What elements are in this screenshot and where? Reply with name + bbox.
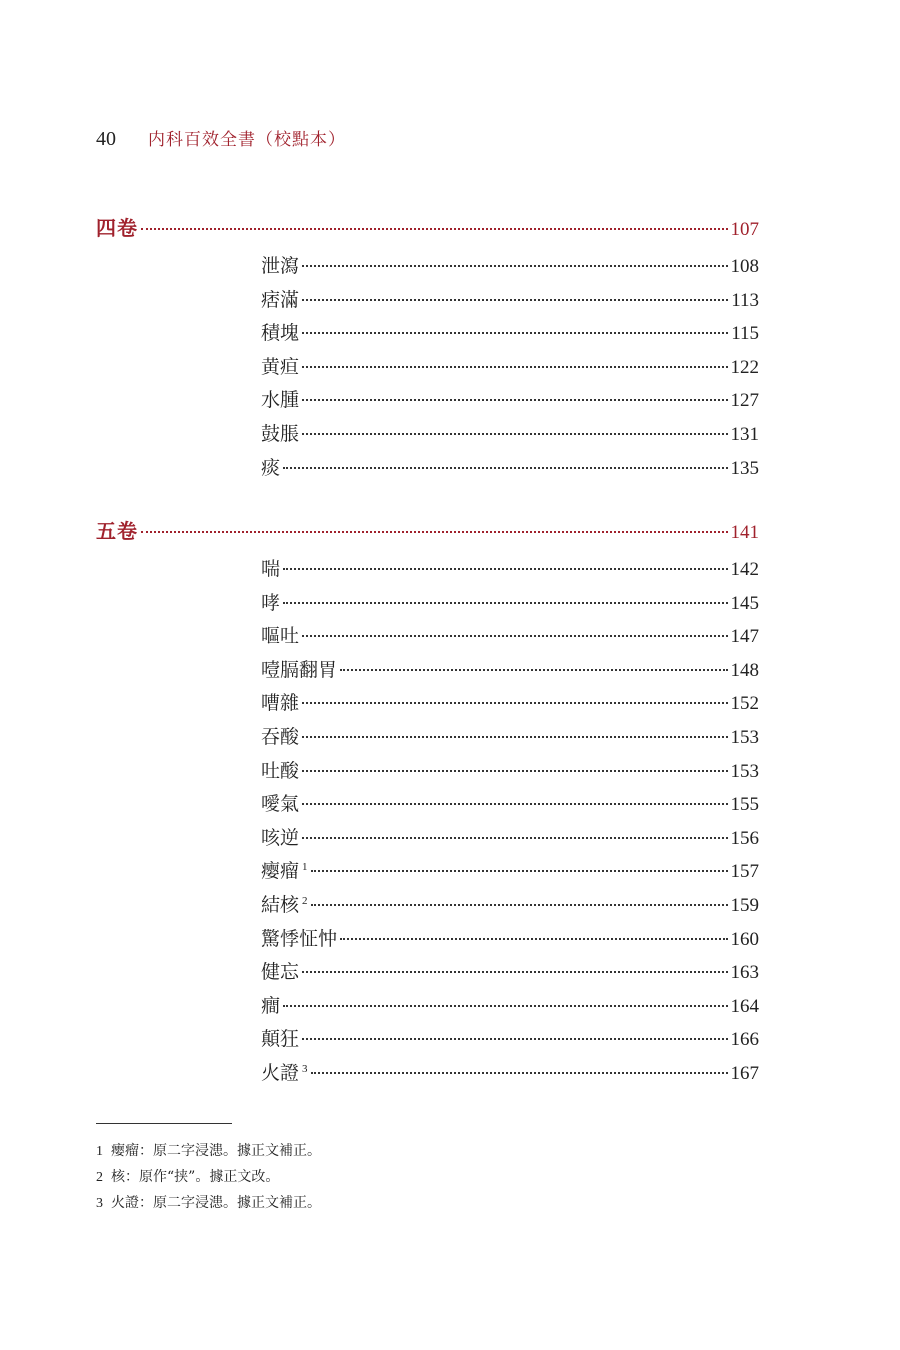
entry-label: 顛狂: [261, 1028, 300, 1051]
dot-leader: [311, 870, 728, 872]
entry-page: 163: [730, 962, 759, 984]
dot-leader: [302, 399, 727, 401]
section-heading-4[interactable]: [96, 212, 759, 238]
section-title: 五卷: [96, 519, 138, 543]
toc-entry[interactable]: [261, 756, 759, 790]
dot-leader: [302, 702, 727, 704]
toc-entry[interactable]: [261, 991, 759, 1025]
toc-entry[interactable]: [261, 789, 759, 823]
entry-label: 吐酸: [261, 759, 300, 782]
entry-page: 167: [730, 1062, 759, 1084]
toc-list-section-4: [261, 251, 759, 486]
dot-leader: [302, 1038, 727, 1040]
entry-page: 153: [730, 726, 759, 748]
toc-entry[interactable]: [261, 655, 759, 689]
entry-label: 噯氣: [261, 793, 300, 816]
dot-leader: [141, 228, 728, 230]
toc-entry[interactable]: [261, 1058, 759, 1092]
toc-entry[interactable]: [261, 957, 759, 991]
toc-entry[interactable]: [261, 352, 759, 386]
toc-entry[interactable]: [261, 924, 759, 958]
toc-entry[interactable]: [261, 890, 759, 924]
toc-list-section-5: [261, 554, 759, 1092]
entry-label: 嘈雜: [261, 692, 300, 715]
entry-label: 健忘: [261, 961, 300, 984]
entry-label: 嘔吐: [261, 625, 300, 648]
footnote-marker[interactable]: 1: [302, 861, 308, 874]
footnote-marker[interactable]: 2: [302, 894, 308, 907]
entry-label: 喘: [261, 558, 281, 580]
entry-page: 108: [730, 256, 759, 277]
dot-leader: [302, 433, 727, 435]
section-page: 107: [730, 219, 759, 240]
dot-leader: [302, 332, 728, 334]
dot-leader: [340, 669, 727, 671]
entry-page: 157: [730, 861, 759, 883]
book-title: 内科百效全書（校點本）: [148, 130, 347, 150]
entry-label: 癎: [261, 994, 281, 1017]
entry-page: 156: [730, 827, 759, 849]
footnote-text: 瘿瘤：原二字浸漶。據正文補正。: [111, 1143, 321, 1159]
dot-leader: [283, 602, 727, 604]
dot-leader: [302, 971, 727, 973]
entry-label: 驚悸怔忡: [261, 927, 338, 950]
dot-leader: [302, 299, 728, 301]
entry-label: 吞酸: [261, 725, 300, 748]
entry-label: 積塊: [261, 322, 300, 345]
entry-page: 115: [731, 323, 759, 345]
toc-entry[interactable]: [261, 554, 759, 588]
running-header: [96, 127, 346, 152]
toc-entry[interactable]: [261, 856, 759, 890]
page-number: 40: [96, 128, 116, 150]
footnote-marker[interactable]: 3: [302, 1062, 308, 1075]
entry-page: 147: [730, 626, 759, 648]
entry-page: 142: [730, 559, 759, 580]
entry-page: 152: [730, 693, 759, 715]
toc-entry[interactable]: [261, 453, 759, 487]
footnote-number: 1: [96, 1144, 103, 1159]
entry-label-with-note: [261, 890, 308, 917]
toc-entry[interactable]: [261, 385, 759, 419]
entry-label: 泄瀉: [261, 255, 300, 277]
entry-label: 痰: [261, 456, 281, 479]
entry-label-text: 火證: [261, 1061, 300, 1084]
dot-leader: [302, 837, 727, 839]
entry-label-text: 瘿瘤: [261, 860, 300, 883]
toc-entry[interactable]: [261, 688, 759, 722]
footnote-number: 3: [96, 1196, 103, 1211]
dot-leader: [302, 366, 727, 368]
entry-page: 155: [730, 794, 759, 816]
toc-entry[interactable]: [261, 588, 759, 622]
entry-label: 鼓脹: [261, 422, 300, 445]
entry-label: 痞滿: [261, 288, 300, 311]
dot-leader: [302, 635, 727, 637]
toc-entry[interactable]: [261, 285, 759, 319]
dot-leader: [311, 1072, 728, 1074]
dot-leader: [283, 1005, 727, 1007]
footnote: [96, 1193, 321, 1219]
footnote-text: 核：原作“挟”。據正文改。: [111, 1169, 280, 1185]
toc-entry[interactable]: [261, 823, 759, 857]
footnote: [96, 1141, 321, 1167]
section-title: 四卷: [96, 216, 138, 240]
dot-leader: [141, 531, 728, 533]
section-heading-5[interactable]: [96, 515, 759, 541]
entry-page: 153: [730, 760, 759, 782]
footnote-rule: [96, 1123, 232, 1124]
dot-leader: [302, 736, 727, 738]
entry-page: 122: [730, 356, 759, 378]
dot-leader: [302, 803, 727, 805]
footnote: [96, 1167, 321, 1193]
dot-leader: [302, 265, 727, 267]
entry-label-with-note: [261, 1058, 308, 1085]
dot-leader: [302, 770, 727, 772]
entry-page: 135: [730, 457, 759, 479]
footnote-text: 火證：原二字浸漶。據正文補正。: [111, 1195, 321, 1211]
toc-entry[interactable]: [261, 621, 759, 655]
dot-leader: [311, 904, 728, 906]
entry-page: 131: [730, 423, 759, 445]
entry-page: 166: [730, 1029, 759, 1051]
footnotes: [96, 1141, 321, 1219]
toc-entry[interactable]: [261, 318, 759, 352]
entry-label: 黄疸: [261, 355, 300, 378]
entry-label: 水腫: [261, 389, 300, 412]
dot-leader: [283, 467, 727, 469]
toc-entry[interactable]: [261, 1024, 759, 1058]
toc-entry[interactable]: [261, 722, 759, 756]
toc-entry[interactable]: [261, 419, 759, 453]
entry-page: 113: [731, 289, 759, 311]
entry-page: 148: [730, 659, 759, 681]
toc-entry[interactable]: [261, 251, 759, 285]
entry-page: 127: [730, 390, 759, 412]
entry-page: 160: [730, 928, 759, 950]
entry-page: 145: [730, 592, 759, 614]
entry-label-text: 結核: [261, 893, 300, 916]
entry-label-with-note: [261, 856, 308, 883]
footnote-number: 2: [96, 1170, 103, 1185]
entry-label: 噎膈翻胃: [261, 658, 338, 681]
entry-label: 咳逆: [261, 826, 300, 849]
entry-label: 哮: [261, 591, 281, 614]
dot-leader: [283, 568, 727, 570]
entry-page: 164: [730, 995, 759, 1017]
dot-leader: [340, 938, 727, 940]
section-page: 141: [730, 522, 759, 543]
entry-page: 159: [730, 894, 759, 916]
